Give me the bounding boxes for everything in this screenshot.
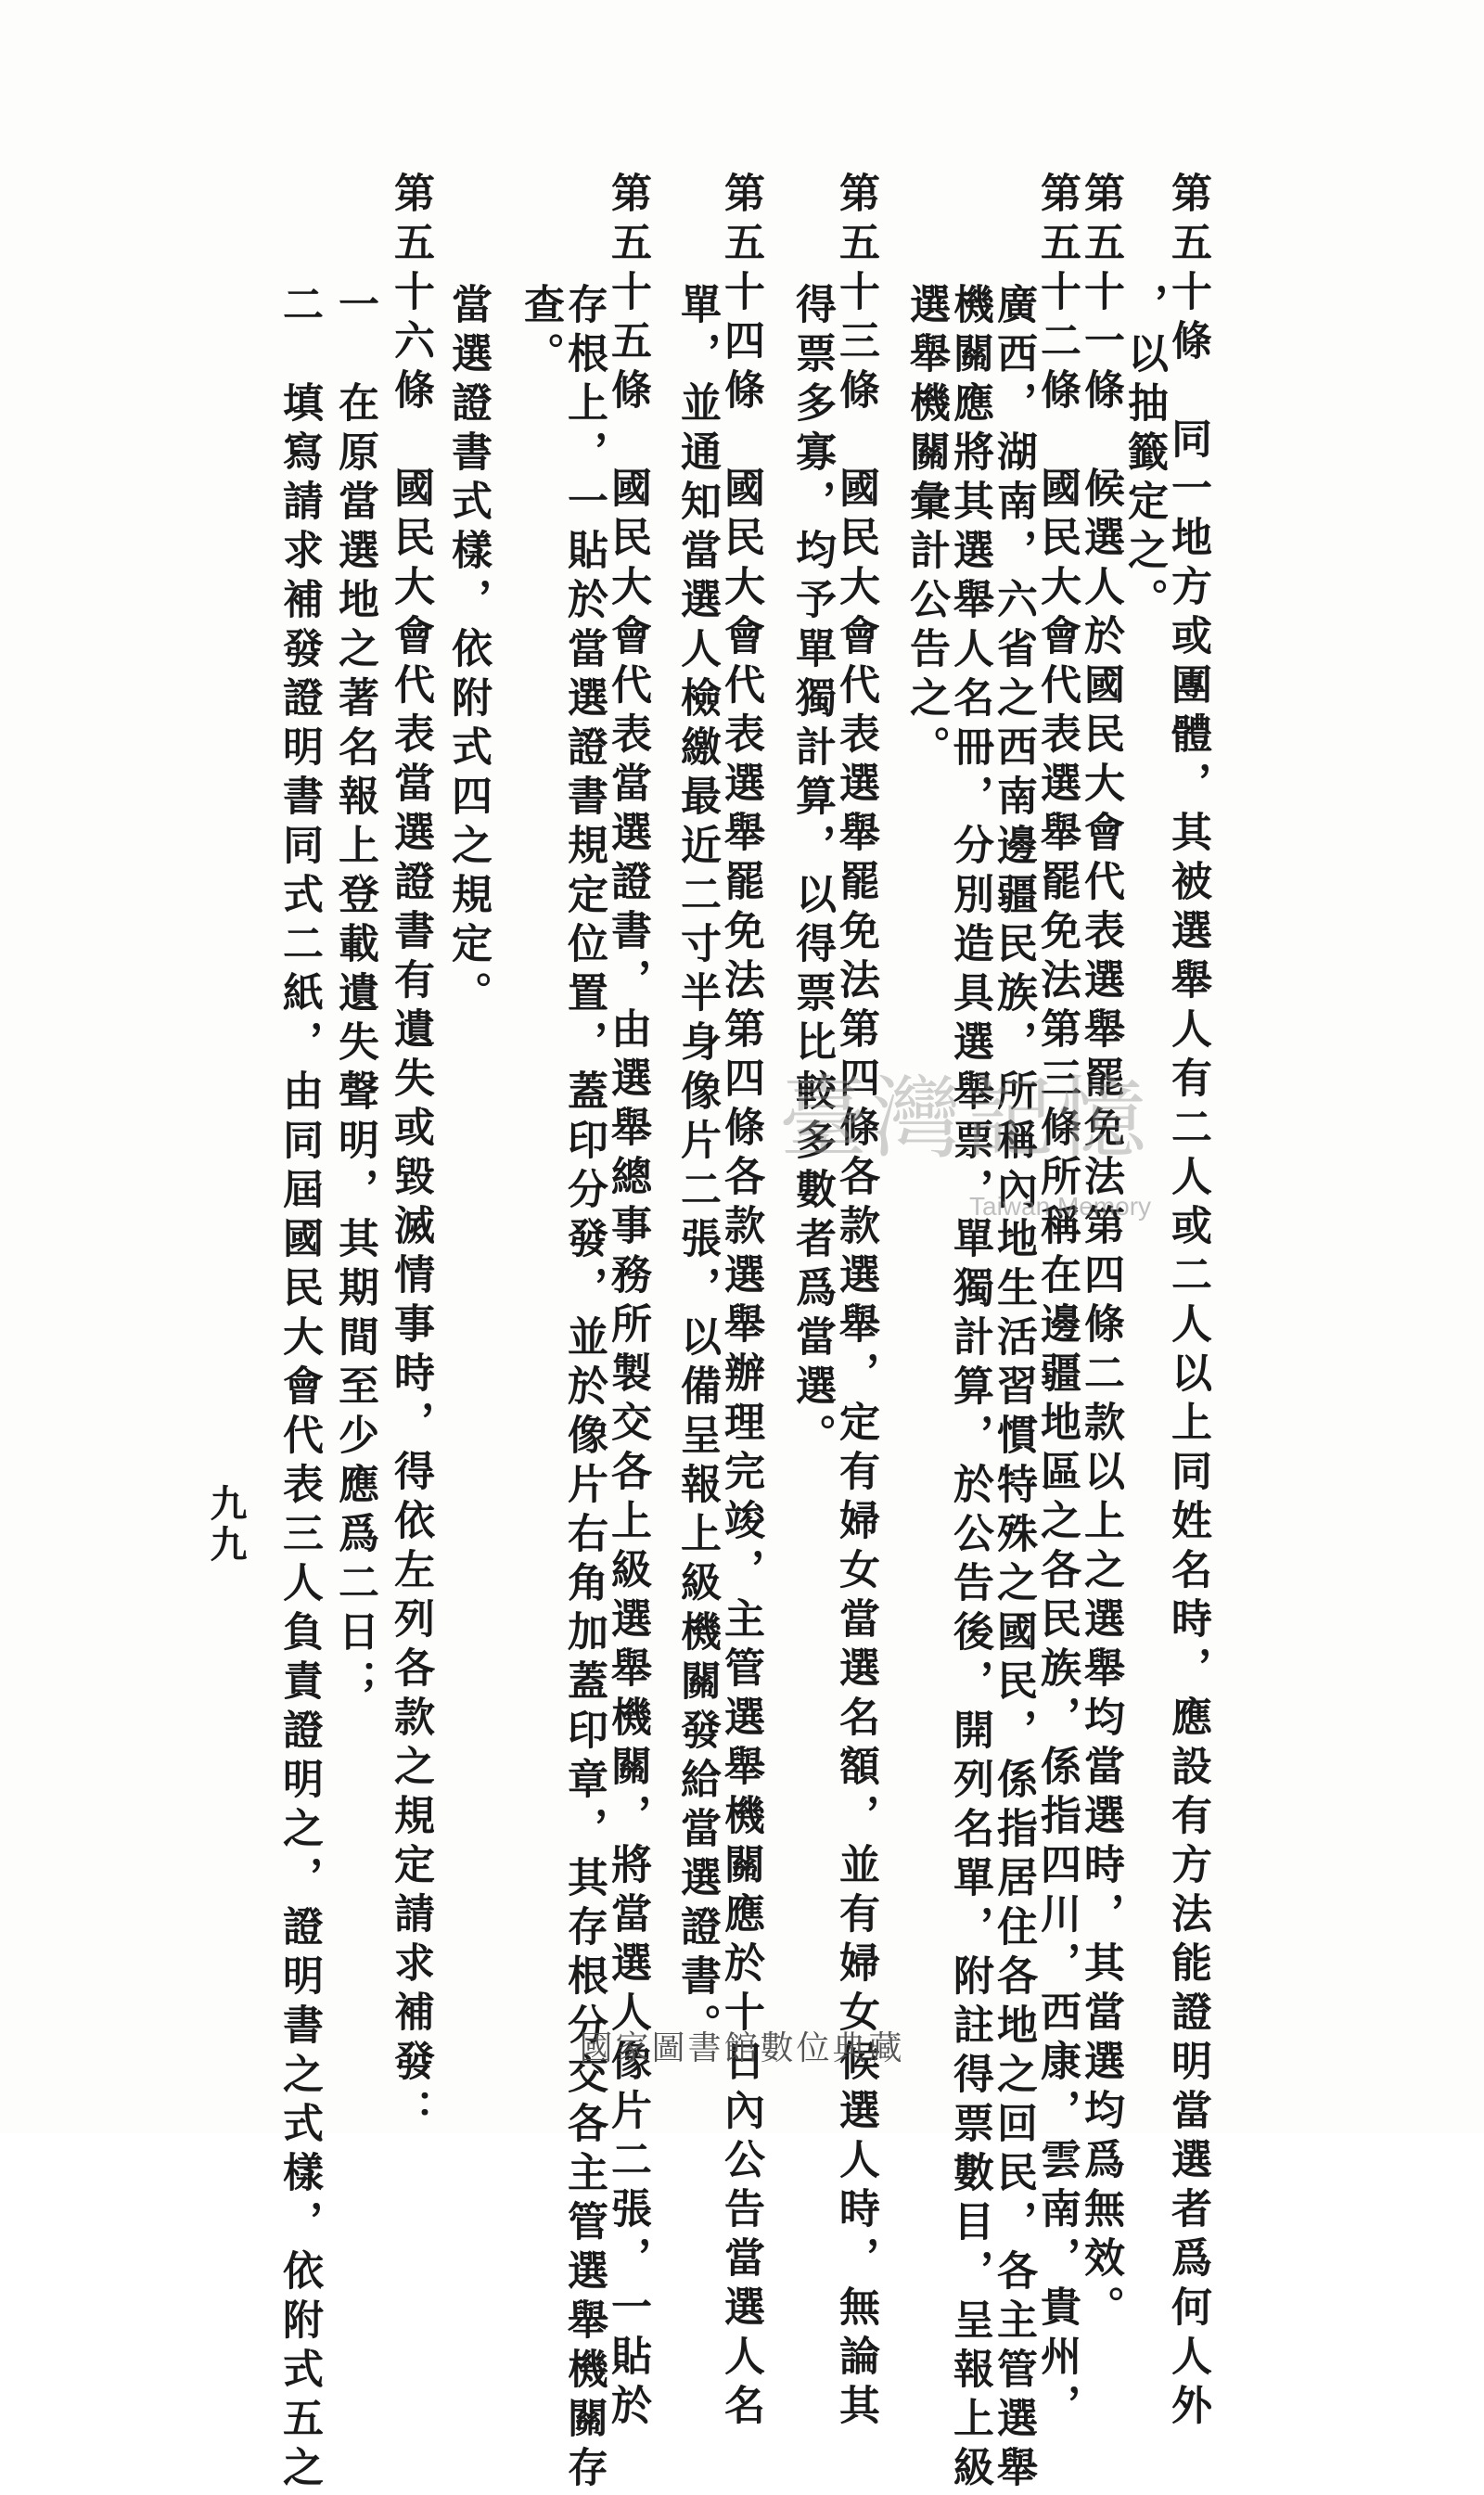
text-column-9: 得票多寡，均予單獨計算，以得票比較多數者爲當選。 [788, 283, 836, 1463]
text-column-4: 第五十二條 國民大會代表選舉罷免法第三條所稱在邊疆地區之各民族，係指四川，西康，雲南，貴州， [1033, 172, 1081, 2433]
text-column-16: 第五十六條 國民大會代表當選證書有遺失或毀滅情事時，得依左列各款之規定請求補發： [387, 172, 434, 2138]
text-column-17: 一 在原當選地之著名報上登載遺失聲明，其期間至少應爲二日； [331, 283, 378, 1708]
text-column-10: 第五十四條 國民大會代表選舉罷免法第四條各款選舉辦理完竣，主管選舉機關應於十日內公告當選人名 [717, 172, 764, 2433]
library-footer: 國家圖書館數位典藏 [579, 2029, 905, 2067]
text-column-5: 廣西，湖南，六省之西南邊疆民族，所稱內地生活習慣特殊之國民，係指居住各地之回民，各主管選舉 [990, 283, 1037, 2495]
text-column-7: 選舉機關彙計公告之。 [902, 283, 950, 774]
text-column-14: 查。 [517, 283, 564, 381]
watermark-logo: 臺灣記憶 [779, 1067, 1150, 1171]
text-column-15: 當選證書式樣，依附式四之規定。 [444, 283, 492, 1020]
text-column-6: 機關應將其選舉人名冊，分別造具選舉票，單獨計算，於公告後，開列名單，附註得票數目，呈報上級 [946, 283, 993, 2495]
text-column-18: 二 填寫請求補發證明書同式二紙，由同屆國民大會代表三人負責證明之，證明書之式樣，依附式五之 [275, 283, 323, 2495]
text-column-12: 第五十五條 國民大會代表當選證書，由選舉總事務所製交各上級選舉機關，將當選人像片二張，一貼於 [604, 172, 651, 2433]
text-column-3: 第五十一條 候選人於國民大會代表選舉罷免法第四條二款以上之選舉均當選時，其當選均爲無效。 [1077, 172, 1124, 2335]
text-column-11: 單，並通知當選人檢繳最近二寸半身像片二張，以備呈報上級機關發給當選證書。 [673, 283, 721, 2053]
watermark-subtitle: Taiwan Memory [969, 1192, 1152, 1221]
text-column-8: 第五十三條 國民大會代表選舉罷免法第四條各款選舉，定有婦女當選名額，並有婦女候選人時，無論其 [832, 172, 879, 2433]
text-column-2: ，以抽籤定之。 [1120, 283, 1168, 627]
page-number: 九九 [204, 1484, 248, 1566]
text-column-1: 第五十條 同一地方或團體，其被選舉人有二人或二人以上同姓名時，應設有方法能證明當選者爲何人外 [1164, 172, 1211, 2433]
text-column-13: 存根上，一貼於當選證書規定位置，蓋印分發，並於像片右角加蓋印章，其存根分交各主管選舉機關存 [560, 283, 608, 2495]
